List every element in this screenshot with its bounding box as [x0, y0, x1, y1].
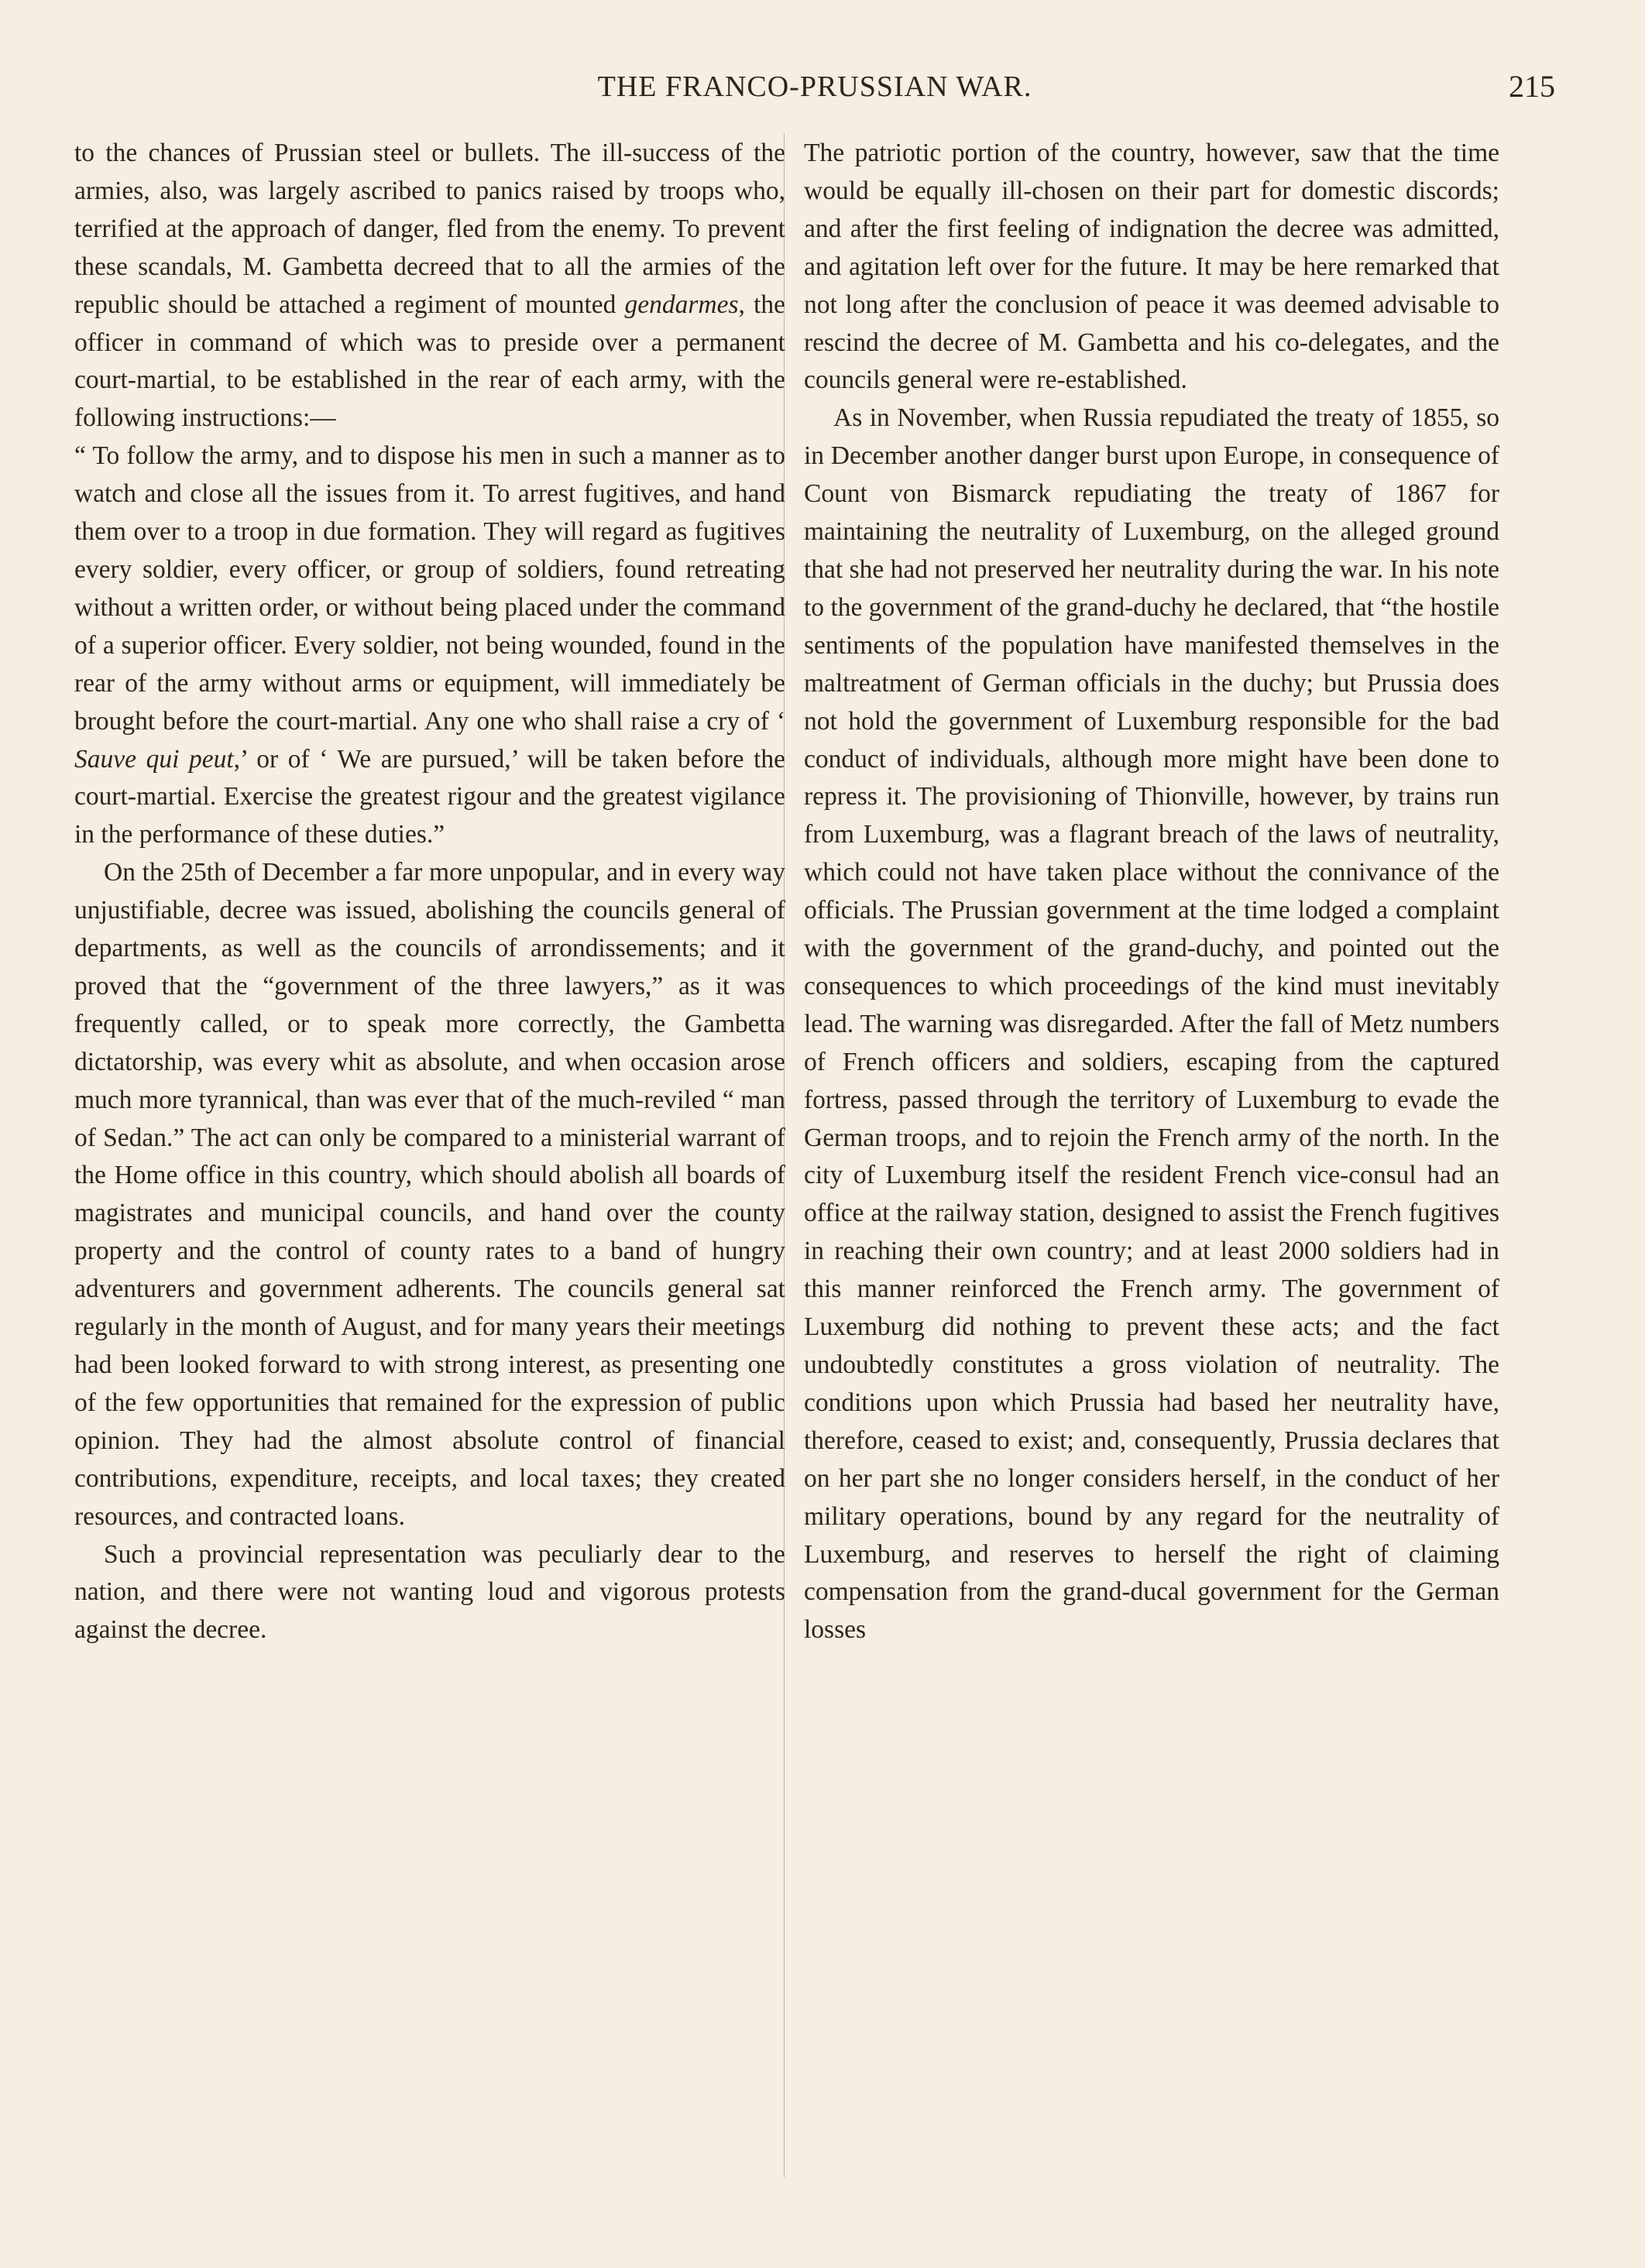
- page-header: [74, 70, 1555, 116]
- left-paragraph-1: [74, 135, 785, 437]
- left-paragraph-3: On the 25th of December a far more unpopular, and in every way unjustifiable, decree was issued, abolishing the councils general of departments, as well as the councils of arrondissements; and it proved that the “government of the three lawyers,” as it was frequently called, or to speak more correctly, the Gambetta dictatorship, was every whit as absolute, and when occasion arose much more tyrannical, than was ever that of the much-reviled “ man of Sedan.” The act can only be compared to a ministerial warrant of the Home office in this country, which should abolish all boards of magistrates and municipal councils, and hand over the county property and the control of county rates to a band of hungry adventurers and government adherents. The councils general sat regularly in the month of August, and for many years their meetings had been looked forward to with strong interest, as presenting one of the few opportunities that remained for the expression of public opinion. They had the almost absolute control of financial contributions, expenditure, receipts, and local taxes; they created resources, and contracted loans.: [74, 858, 785, 1531]
- text-run: “ To follow the army, and to dispose his men in such a manner as to watch and close all the issues from it. To arrest fugitives, and hand them over to a troop in due formation. They will regard as fugitives every soldier, every officer, or group of soldiers, found retreating without a written order, or without being placed under the command of a superior officer. Every soldier, not being wounded, found in the rear of the army without arms or equipment, will immediately be brought before the court-martial. Any one who shall raise a cry of ‘: [74, 441, 785, 736]
- right-column: [804, 135, 1499, 1649]
- right-paragraph-1: The patriotic portion of the country, however, saw that the time would be equally ill-chosen on their part for domestic discords; and after the first feeling of indignation the decree was admitted, and agitation left over for the future. It may be here remarked that not long after the conclusion of peace it was deemed advisable to rescind the decree of M. Gambetta and his co-delegates, and the councils general were re-established.: [804, 139, 1499, 395]
- text-run: to the chances of Prussian steel or bullets. The ill-success of the armies, also, was largely ascribed to panics raised by troops who, terrified at the approach of danger, fled from the enemy. To prevent these scandals, M. Gambetta decreed that to all the armies of the republic should be attached a regiment of mounted: [74, 139, 785, 319]
- left-paragraph-2-quotation: [74, 437, 785, 854]
- text-run: , the officer in command of which was to preside over a permanent court-martial, to be established in the rear of each army, with the following instructions:—: [74, 290, 785, 433]
- italic-term: Sauve qui peut: [74, 744, 234, 774]
- text-run: ,’ or of ‘ We are pursued,’ will be taken before the court-martial. Exercise the greatest rigour and the greatest vigilance in the performance of these duties.”: [74, 744, 785, 849]
- running-title: THE FRANCO-PRUSSIAN WAR.: [597, 70, 1032, 103]
- italic-term: gendarmes: [624, 290, 739, 319]
- column-divider: [784, 133, 785, 2177]
- left-paragraph-4: Such a provincial representation was peculiarly dear to the nation, and there were not wanting loud and vigorous protests against the decree.: [74, 1539, 785, 1645]
- right-paragraph-2: As in November, when Russia repudiated the treaty of 1855, so in December another danger burst upon Europe, in consequence of Count von Bismarck repudiating the treaty of 1867 for maintaining the neutrality of Luxemburg, on the alleged ground that she had not preserved her neutrality during the war. In his note to the government of the grand-duchy he declared, that “the hostile sentiments of the population have manifested themselves in the maltreatment of German officials in the duchy; but Prussia does not hold the government of Luxemburg responsible for the bad conduct of individuals, although more might have been done to repress it. The provisioning of Thionville, however, by trains run from Luxemburg, was a flagrant breach of the laws of neutrality, which could not have taken place without the connivance of the officials. The Prussian government at the time lodged a complaint with the government of the grand-duchy, and pointed out the consequences to which proceedings of the kind must inevitably lead. The warning was disregarded. After the fall of Metz numbers of French officers and soldiers, escaping from the captured fortress, passed through the territory of Luxemburg to evade the German troops, and to rejoin the French army of the north. In the city of Luxemburg itself the resident French vice-consul had an office at the railway station, designed to assist the French fugitives in reaching their own country; and at least 2000 soldiers had in this manner reinforced the French army. The government of Luxemburg did nothing to prevent these acts; and the fact undoubtedly constitutes a gross violation of neutrality. The conditions upon which Prussia had based her neutrality have, therefore, ceased to exist; and, consequently, Prussia declares that on her part she no longer considers herself, in the conduct of her military operations, bound by any regard for the neutrality of Luxemburg, and reserves to herself the right of claiming compensation from the grand-ducal government for the German losses: [804, 403, 1499, 1645]
- page-number: 215: [1509, 69, 1555, 104]
- left-column: [74, 135, 785, 1649]
